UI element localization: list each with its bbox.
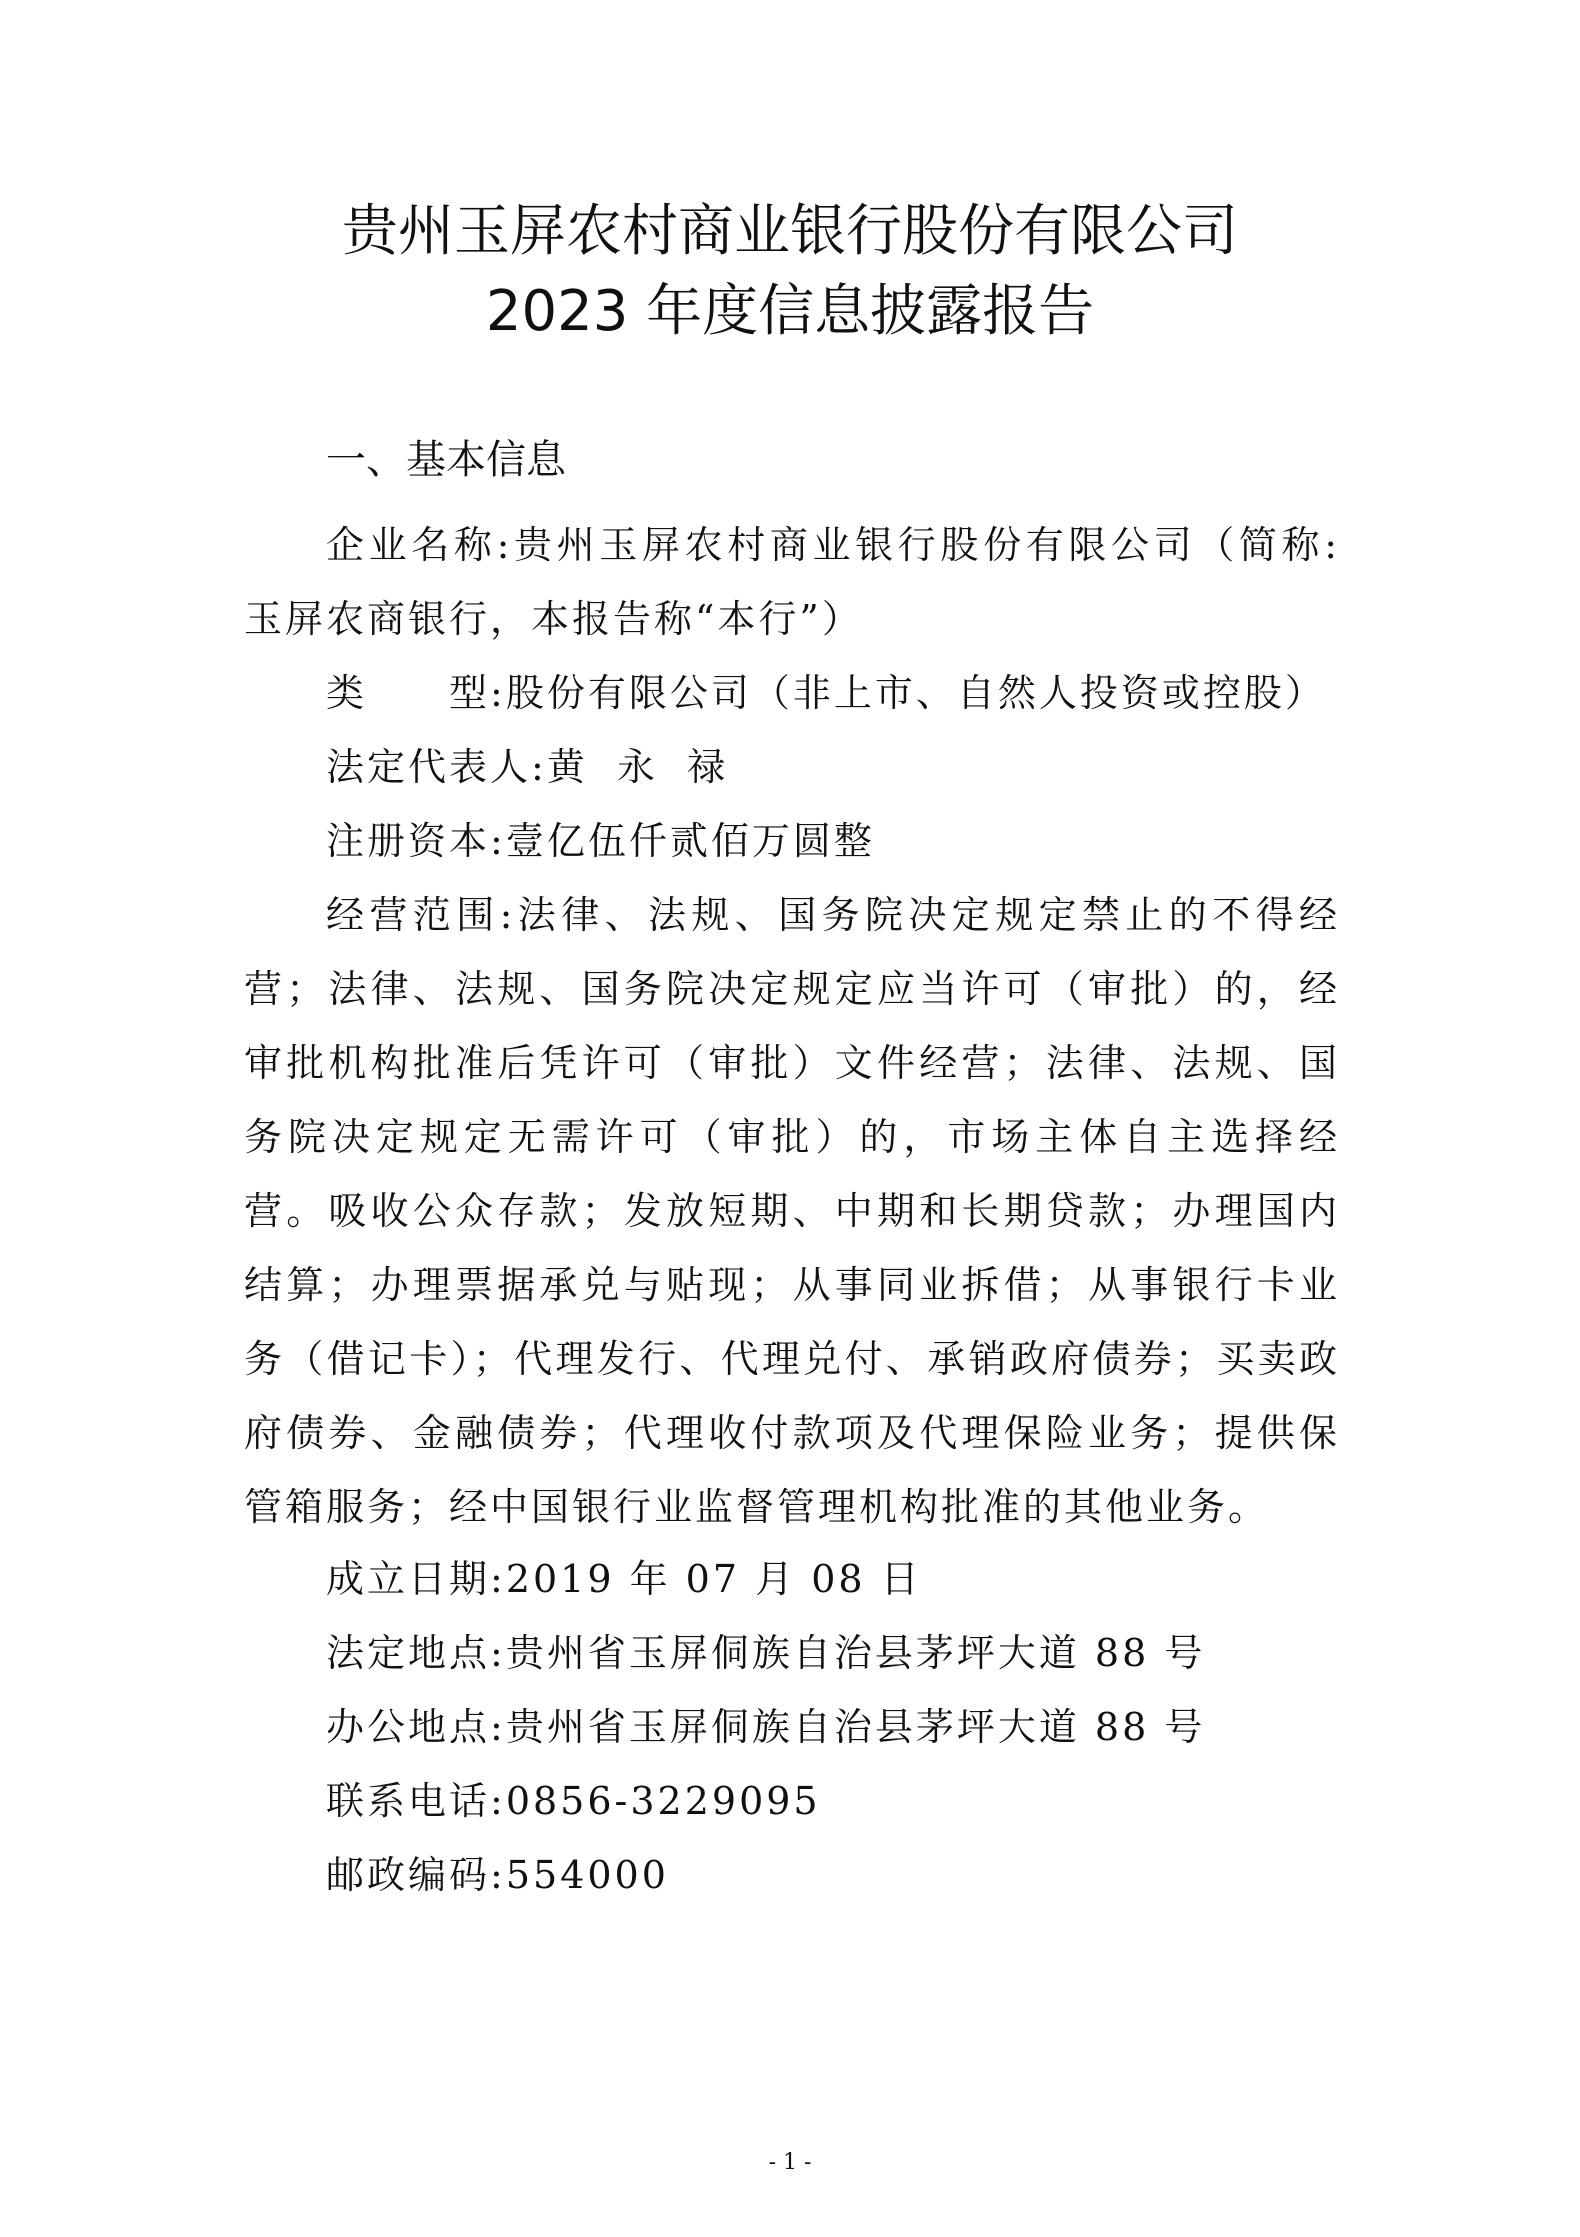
- registered-capital-value: 壹亿伍仟贰佰万圆整: [505, 819, 875, 863]
- legal-representative-label: 法定代表人:: [326, 745, 547, 789]
- section-heading-basic-info: 一、基本信息: [326, 437, 566, 483]
- legal-representative-line: [244, 730, 1340, 804]
- phone-label: 联系电话:: [326, 1779, 506, 1823]
- established-date-value: 2019 年 07 月 08 日: [505, 1557, 922, 1601]
- company-type-line: [244, 656, 1340, 730]
- legal-address-label: 法定地点:: [326, 1631, 506, 1675]
- established-date-line: [244, 1542, 1340, 1616]
- company-type-value: 股份有限公司（非上市、自然人投资或控股）: [505, 671, 1326, 715]
- phone-line: [244, 1764, 1340, 1838]
- page-number: - 1 -: [768, 2150, 812, 2175]
- registered-capital-label: 注册资本:: [326, 819, 506, 863]
- phone-value: 0856-3229095: [505, 1779, 821, 1823]
- document-title-line-2: 2023 年度信息披露报告: [485, 279, 1095, 344]
- office-address-value: 贵州省玉屏侗族自治县茅坪大道 88 号: [505, 1705, 1206, 1749]
- postal-code-value: 554000: [505, 1853, 669, 1897]
- office-address-line: [244, 1690, 1340, 1764]
- business-scope-label: 经营范围:: [326, 893, 516, 937]
- office-address-label: 办公地点:: [326, 1705, 506, 1749]
- legal-address-value: 贵州省玉屏侗族自治县茅坪大道 88 号: [505, 1631, 1206, 1675]
- postal-code-line: [244, 1838, 1340, 1912]
- business-scope-value: 法律、法规、国务院决定规定禁止的不得经营；法律、法规、国务院决定规定应当许可（审批）的，经审批机构批准后凭许可（审批）文件经营；法律、法规、国务院决定规定无需许可（审批）的，市场主体自主选择经营。吸收公众存款；发放短期、中期和长期贷款；办理国内结算；办理票据承兑与贴现；从事同业拆借；从事银行卡业务（借记卡）；代理发行、代理兑付、承销政府债券；买卖政府债券、金融债券；代理收付款项及代理保险业务；提供保管箱服务；经中国银行业监督管理机构批准的其他业务。: [244, 893, 1340, 1529]
- company-name-paragraph: [244, 508, 1340, 656]
- legal-representative-value: 黄 永 禄: [546, 745, 735, 789]
- company-name-value: 贵州玉屏农村商业银行股份有限公司（简称:玉屏农商银行，本报告称“本行”）: [244, 523, 1340, 641]
- postal-code-label: 邮政编码:: [326, 1853, 506, 1897]
- document-title-line-1: 贵州玉屏农村商业银行股份有限公司: [342, 199, 1238, 264]
- legal-address-line: [244, 1616, 1340, 1690]
- registered-capital-line: [244, 804, 1340, 878]
- business-scope-paragraph: [244, 878, 1340, 1544]
- established-date-label: 成立日期:: [326, 1557, 506, 1601]
- company-name-label: 企业名称:: [326, 523, 513, 567]
- company-type-label: 类 型:: [326, 671, 506, 715]
